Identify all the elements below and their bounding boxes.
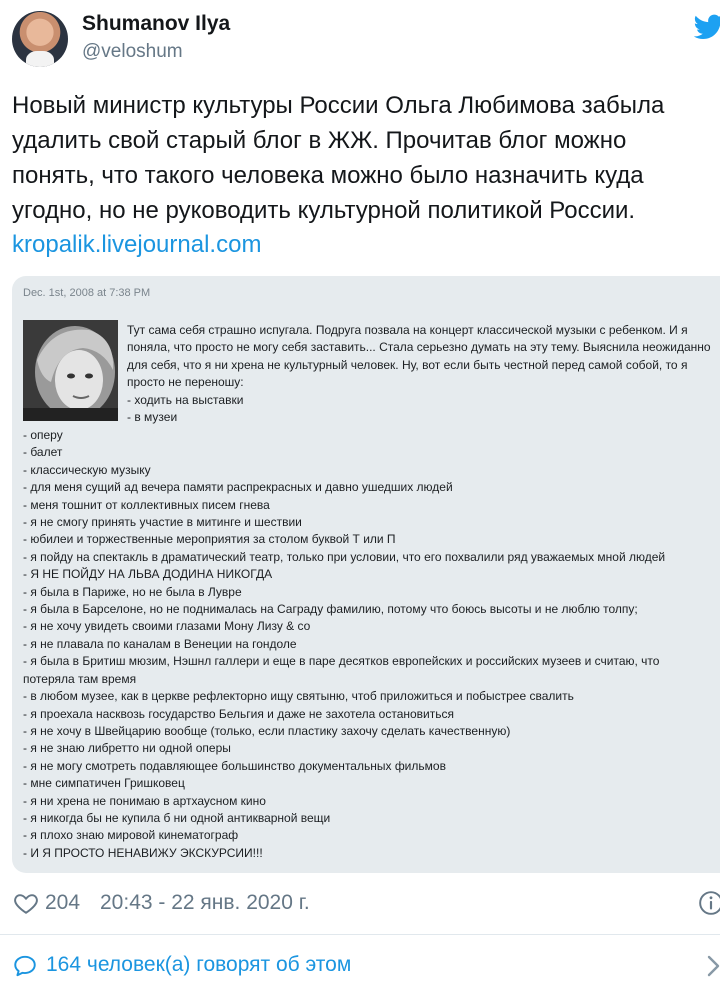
post-list-item: - Я НЕ ПОЙДУ НА ЛЬВА ДОДИНА НИКОГДА: [23, 567, 273, 582]
post-list: [23, 427, 665, 862]
post-list-item: - я не плавала по каналам в Венеции на гондоле: [23, 636, 297, 651]
post-list-item: - юбилеи и торжественные мероприятия за столом буквой Т или П: [23, 532, 396, 547]
post-list-item: - я не могу смотреть подавляющее большинство документальных фильмов: [23, 758, 446, 773]
author-handle[interactable]: @veloshum: [82, 41, 183, 62]
like-count[interactable]: 204: [45, 891, 81, 914]
post-list-item: - я не хочу в Швейцарию вообще (только, если пластику захочу сделать качественную): [23, 723, 511, 738]
post-date: Dec. 1st, 2008 at 7:38 PM: [23, 287, 151, 299]
chevron-right-icon[interactable]: [703, 953, 720, 979]
post-list-item: - я плохо знаю мировой кинематограф: [23, 828, 239, 843]
post-list-item: - я была в Париже, но не была в Лувре: [23, 584, 242, 599]
twitter-bird-icon[interactable]: [694, 14, 720, 40]
comment-bubble-icon: [12, 953, 38, 979]
post-list-item: - я была в Бритиш мюзим, Нэшнл галлери и еще в паре десятков европейских и российских музеев и считаю, что: [23, 654, 660, 669]
post-list-item: - я была в Барселоне, но не поднималась на Саграду фамилию, потому что боюсь высоты и не люблю толпу;: [23, 602, 638, 617]
info-icon[interactable]: [698, 890, 720, 916]
tweet-media-image[interactable]: [12, 276, 720, 873]
post-list-item: - я пойду на спектакль в драматический театр, только при условии, что его похвалили ряд уважаемых мной людей: [23, 549, 666, 564]
post-list-item: - классическую музыку: [23, 462, 151, 477]
post-list-item: - я не смогу принять участие в митинге и шествии: [23, 515, 302, 530]
author-photo: [23, 320, 118, 421]
post-list-item: - меня тошнит от коллективных писем гнева: [23, 497, 270, 512]
conversation-label[interactable]: 164 человек(а) говорят об этом: [46, 953, 352, 976]
author-name[interactable]: Shumanov Ilya: [82, 12, 231, 35]
post-list-item: - я проехала насквозь государство Бельгия и даже не захотела остановиться: [23, 706, 454, 721]
post-intro-text: Тут сама себя страшно испугала. Подруга позвала на концерт классической музыки с ребенком. И я поняла, что просто не могу себя заставить... Стала серьезно думать на эту тему. Выяснила неожиданно для себя, что я ни хрена не культурный человек. Ну, вот если быть честной перед самой собой, то я просто не переношу:: [127, 323, 711, 390]
post-list-item: - оперу: [23, 428, 63, 442]
tweet-text: Новый министр культуры России Ольга Любимова забыла удалить свой старый блог в ЖЖ. Прочитав блог можно понять, что такого человека можно было назначить куда угодно, но не руководить культурной политикой России.: [12, 92, 665, 224]
tweet-meta: [0, 880, 720, 930]
divider: [0, 934, 720, 935]
heart-icon[interactable]: [13, 890, 39, 916]
post-intro: [127, 322, 717, 426]
tweet-link[interactable]: kropalik.livejournal.com: [12, 231, 262, 258]
post-list-item: - я не хочу увидеть своими глазами Мону Лизу & со: [23, 619, 311, 634]
post-list-item: - балет: [23, 445, 63, 460]
post-list-item: - мне симпатичен Гришковец: [23, 776, 185, 791]
post-list-item: - я никогда бы не купила б ни одной антикварной вещи: [23, 810, 331, 825]
post-list-item: - для меня сущий ад вечера памяти распрекрасных и давно ушедших людей: [23, 480, 453, 495]
post-list-item: - я ни хрена не понимаю в артхаусном кино: [23, 793, 266, 808]
conversation-row[interactable]: [0, 944, 720, 988]
tweet-timestamp[interactable]: 20:43 - 22 янв. 2020 г.: [100, 891, 310, 914]
author-avatar[interactable]: [12, 11, 68, 67]
post-list-item: - в любом музее, как в церкве рефлекторно ищу святыню, чтоб приложиться и побыстрее свалить: [23, 689, 574, 704]
post-list-item: - И Я ПРОСТО НЕНАВИЖУ ЭКСКУРСИИ!!!: [23, 845, 263, 860]
post-list-item: - я не знаю либретто ни одной оперы: [23, 741, 231, 756]
post-intro-item: - в музеи: [127, 410, 178, 425]
post-list-item: потеряла там время: [23, 671, 137, 686]
post-intro-item: - ходить на выставки: [127, 392, 244, 407]
tweet-header: [0, 0, 720, 80]
